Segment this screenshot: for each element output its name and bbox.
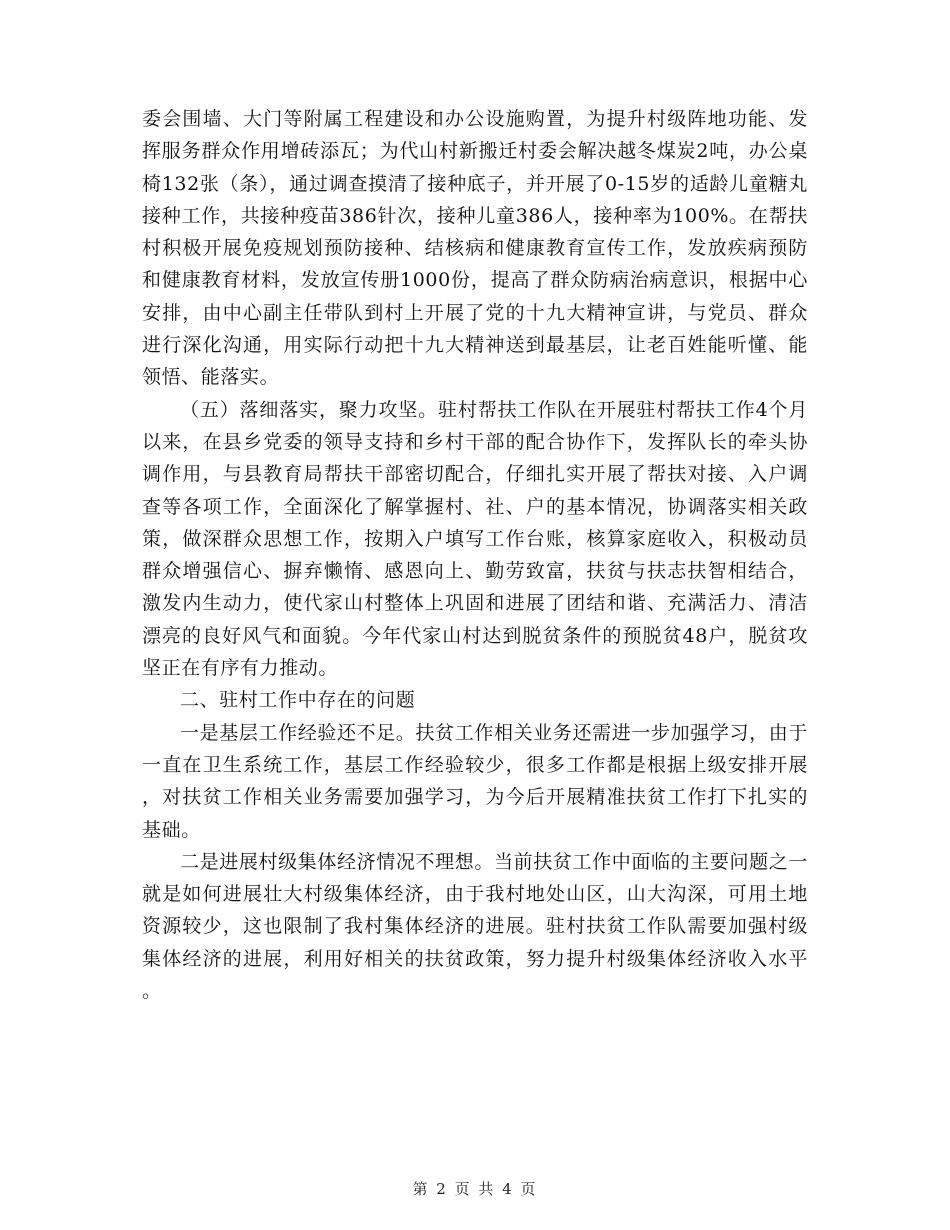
page-number-footer: 第 2 页 共 4 页 <box>412 1180 538 1198</box>
document-body <box>142 103 808 1007</box>
paragraph-continued: 委会围墙、大门等附属工程建设和办公设施购置，为提升村级阵地功能、发挥服务群众作用增砖添瓦；为代山村新搬迁村委会解决越冬煤炭2吨，办公桌椅132张（条），通过调查摸清了接种底子，并开展了0-15岁的适龄儿童糖丸接种工作，共接种疫苗386针次，接种儿童386人，接种率为100%。在帮扶村积极开展免疫规划预防接种、结核病和健康教育宣传工作，发放疾病预防和健康教育材料，发放宣传册1000份，提高了群众防病治病意识，根据中心安排，由中心副主任带队到村上开展了党的十九大精神宣讲，与党员、群众进行深化沟通，用实际行动把十九大精神送到最基层，让老百姓能听懂、能领悟、能落实。 <box>142 108 808 389</box>
paragraph-issue-one: 一是基层工作经验还不足。扶贫工作相关业务还需进一步加强学习，由于一直在卫生系统工作，基层工作经验较少，很多工作都是根据上级安排开展，对扶贫工作相关业务需要加强学习，为今后开展精准扶贫工作打下扎实的基础。 <box>142 721 808 841</box>
paragraph-section-five: （五）落细落实，聚力攻坚。驻村帮扶工作队在开展驻村帮扶工作4个月以来，在县乡党委的领导支持和乡村干部的配合协作下，发挥队长的牵头协调作用，与县教育局帮扶干部密切配合，仔细扎实开展了帮扶对接、入户调查等各项工作，全面深化了解掌握村、社、户的基本情况，协调落实相关政策，做深群众思想工作，按期入户填写工作台账，核算家庭收入，积极动员群众增强信心、摒弃懒惰、感恩向上、勤劳致富，扶贫与扶志扶智相结合，激发内生动力，使代家山村整体上巩固和进展了团结和谐、充满活力、清洁漂亮的良好风气和面貌。今年代家山村达到脱贫条件的预脱贫48户，脱贫攻坚正在有序有力推动。 <box>142 398 808 680</box>
paragraph-issue-two: 二是进展村级集体经济情况不理想。当前扶贫工作中面临的主要问题之一就是如何进展壮大村级集体经济，由于我村地处山区，山大沟深，可用土地资源较少，这也限制了我村集体经济的进展。驻村扶贫工作队需要加强村级集体经济的进展，利用好相关的扶贫政策，努力提升村级集体经济收入水平。 <box>142 850 808 1003</box>
section-heading-problems: 二、驻村工作中存在的问题 <box>180 689 416 712</box>
